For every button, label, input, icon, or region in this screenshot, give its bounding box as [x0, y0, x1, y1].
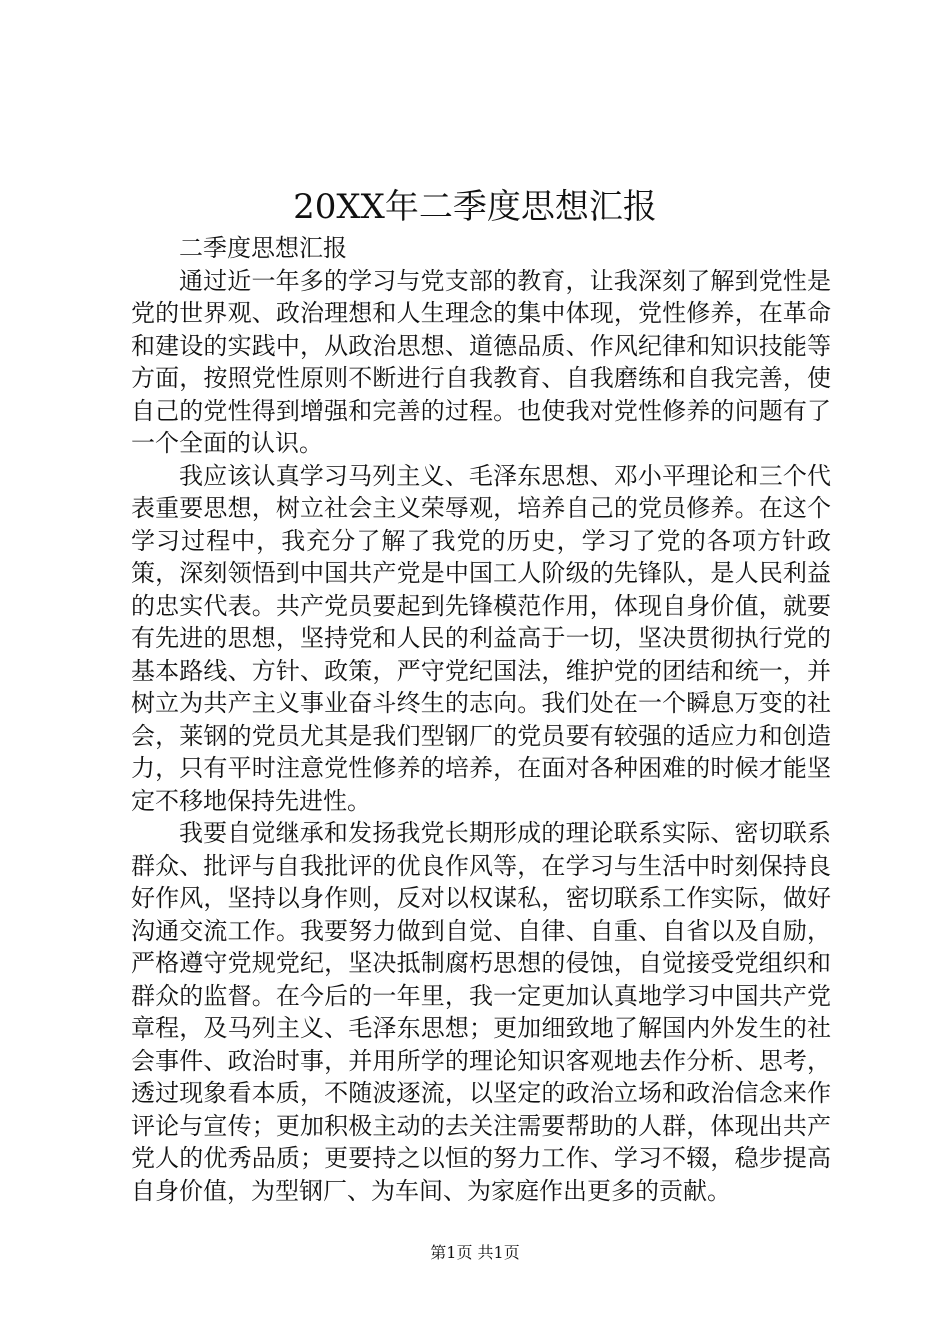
paragraph: 我要自觉继承和发扬我党长期形成的理论联系实际、密切联系群众、批评与自我批评的优良作风等，在学习与生活中时刻保持良好作风，坚持以身作则，反对以权谋私，密切联系工作实际，做好沟通交流工作。我要努力做到自觉、自律、自重、自省以及自励，严格遵守党规党纪，坚决抵制腐朽思想的侵蚀，自觉接受党组织和群众的监督。在今后的一年里，我一定更加认真地学习中国共产党章程，及马列主义、毛泽东思想；更加细致地了解国内外发生的社会事件、政治时事，并用所学的理论知识客观地去作分析、思考，透过现象看本质，不随波逐流，以坚定的政治立场和政治信念来作评论与宣传；更加积极主动的去关注需要帮助的人群，体现出共产党人的优秀品质；更要持之以恒的努力工作、学习不辍，稳步提高自身价值，为型钢厂、为车间、为家庭作出更多的贡献。 [131, 819, 831, 1205]
paragraph: 我应该认真学习马列主义、毛泽东思想、邓小平理论和三个代表重要思想，树立社会主义荣辱观，培养自己的党员修养。在这个学习过程中，我充分了解了我党的历史，学习了党的各项方针政策，深刻领悟到中国共产党是中国工人阶级的先锋队，是人民利益的忠实代表。共产党员要起到先锋模范作用，体现自身价值，就要有先进的思想，坚持党和人民的利益高于一切，坚决贯彻执行党的基本路线、方针、政策，严守党纪国法，维护党的团结和统一，并树立为共产主义事业奋斗终生的志向。我们处在一个瞬息万变的社会，莱钢的党员尤其是我们型钢厂的党员要有较强的适应力和创造力，只有平时注意党性修养的培养，在面对各种困难的时候才能坚定不移地保持先进性。 [131, 461, 831, 815]
paragraph: 通过近一年多的学习与党支部的教育，让我深刻了解到党性是党的世界观、政治理想和人生理念的集中体现，党性修养，在革命和建设的实践中，从政治思想、道德品质、作风纪律和知识技能等方面，按照党性原则不断进行自我教育、自我磨练和自我完善，使自己的党性得到增强和完善的过程。也使我对党性修养的问题有了一个全面的认识。 [131, 266, 831, 457]
page-footer: 第1页 共1页 [430, 1243, 520, 1262]
section-heading: 二季度思想汇报 [179, 234, 347, 262]
document-body [131, 232, 831, 1207]
document-title: 20XX年二季度思想汇报 [293, 187, 657, 227]
